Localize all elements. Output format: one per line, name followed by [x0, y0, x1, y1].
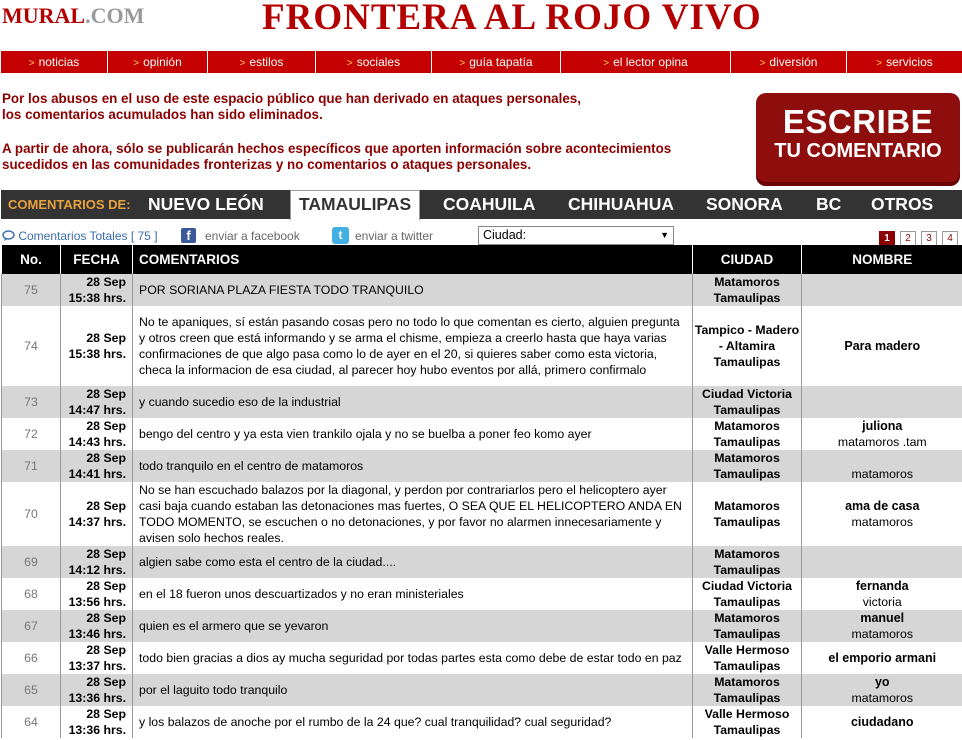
row-number: 75 — [2, 274, 61, 306]
row-city: Ciudad Victoria — [702, 387, 792, 401]
row-name-sub: matamoros — [851, 627, 913, 641]
row-name: ama de casa — [845, 499, 920, 513]
row-city: Matamoros — [714, 451, 780, 465]
comments-table — [1, 245, 962, 738]
logo-suffix: .COM — [85, 3, 145, 28]
logo-brand: MURAL — [2, 3, 86, 28]
row-name-sub: matamoros — [851, 467, 913, 481]
row-state: Tamaulipas — [713, 659, 781, 673]
row-name-cell — [802, 610, 962, 642]
col-ciudad: CIUDAD — [693, 245, 802, 274]
share-facebook-link[interactable]: enviar a facebook — [205, 229, 300, 243]
row-state: Tamaulipas — [713, 563, 781, 577]
row-number: 65 — [2, 674, 61, 706]
row-date-cell — [61, 642, 133, 674]
row-city: Matamoros — [714, 611, 780, 625]
row-state: Tamaulipas — [713, 515, 781, 529]
share-twitter-link[interactable]: enviar a twitter — [355, 229, 434, 243]
facebook-icon[interactable]: f — [181, 228, 196, 243]
row-name — [802, 450, 962, 466]
row-time: 13:36 hrs. — [68, 691, 126, 705]
nav-item-estilos[interactable] — [208, 51, 316, 73]
table-row — [2, 482, 962, 546]
row-city-cell — [693, 610, 802, 642]
row-date-cell — [61, 386, 133, 418]
row-time: 15:38 hrs. — [68, 347, 126, 361]
row-city: Matamoros — [714, 547, 780, 561]
row-city-cell — [693, 546, 802, 578]
table-row — [2, 450, 962, 482]
row-city: Ciudad Victoria — [702, 579, 792, 593]
col-comentarios: COMENTARIOS — [133, 245, 693, 274]
row-city-cell — [693, 274, 802, 306]
row-name-sub: matamoros — [851, 515, 913, 529]
row-city-cell — [693, 642, 802, 674]
row-name: juliona — [862, 419, 903, 433]
speech-bubble-icon — [2, 230, 15, 242]
row-city-cell — [693, 706, 802, 738]
row-name-sub: matamoros .tam — [837, 435, 927, 449]
write-comment-label-1: ESCRIBE — [782, 103, 934, 140]
comment-count-link[interactable]: Comentarios Totales [ 75 ] — [18, 229, 158, 243]
tab-tamaulipas[interactable]: TAMAULIPAS — [290, 190, 420, 220]
row-name-cell — [802, 482, 962, 546]
row-date: 28 Sep — [86, 499, 126, 513]
row-city: Valle Hermoso — [704, 643, 790, 657]
row-date-cell — [61, 578, 133, 610]
row-state: Tamaulipas — [713, 467, 781, 481]
row-name — [802, 394, 962, 410]
tab-otros[interactable]: OTROS — [871, 194, 934, 214]
nav-item-servicios[interactable] — [847, 51, 962, 73]
row-date: 28 Sep — [86, 387, 126, 401]
row-date: 28 Sep — [86, 275, 126, 289]
row-date: 28 Sep — [86, 331, 126, 345]
row-number: 69 — [2, 546, 61, 578]
row-time: 14:43 hrs. — [68, 435, 126, 449]
city-select[interactable] — [478, 226, 674, 245]
city-select-value: Ciudad: — [483, 228, 527, 242]
tab-bc[interactable]: BC — [816, 194, 842, 214]
nav-item-lector-opina[interactable] — [561, 51, 731, 73]
notice-line-1: Por los abusos en el uso de este espacio público que han derivado en ataques personales, — [2, 91, 581, 106]
row-comment: quien es el armero que se yevaron — [133, 610, 693, 642]
row-comment: todo bien gracias a dios ay mucha seguridad por todas partes esta como debe de estar todo en paz — [133, 642, 693, 674]
row-city: Matamoros — [714, 499, 780, 513]
tab-chihuahua[interactable]: CHIHUAHUA — [568, 194, 674, 214]
tab-sonora[interactable]: SONORA — [706, 194, 783, 214]
table-row — [2, 306, 962, 386]
row-name-cell — [802, 274, 962, 306]
page-2[interactable]: 2 — [900, 231, 916, 246]
table-row — [2, 642, 962, 674]
row-comment: No se han escuchado balazos por la diagonal, y perdon por contrariarlos pero el helicoptero ayer casi baja cuando estaban las detonaciones mas fuertes, O SEA QUE EL HELICOPTERO ANDA EN TODO MOMENTO, se escuchen o no detonaciones, y por favor no alarmen innecesariamente y avisen solo hechos reales. — [133, 482, 693, 546]
table-row — [2, 418, 962, 450]
row-state: Tamaulipas — [713, 435, 781, 449]
row-name: Para madero — [844, 339, 921, 353]
row-name — [802, 282, 962, 298]
main-nav — [1, 51, 962, 73]
row-name-cell — [802, 674, 962, 706]
table-row — [2, 674, 962, 706]
row-comment: y los balazos de anoche por el rumbo de la 24 que? cual tranquilidad? cual seguridad? — [133, 706, 693, 738]
nav-label: estilos — [249, 55, 284, 69]
row-date-cell — [61, 450, 133, 482]
row-comment: No te apaniques, sí están pasando cosas pero no todo lo que comentan es cierto, alguien pregunta y otros creen que está informando y se arma el chisme, empieza a creerlo hasta que haya varias confirmaciones de que algo pasa como lo de ayer en el 20, si quieres saber como esta victoria, checa la informacion de esa ciudad, al parecer hoy hubo eventos por allá, primero confirmalo — [133, 306, 693, 386]
row-comment: todo tranquilo en el centro de matamoros — [133, 450, 693, 482]
tab-coahuila[interactable]: COAHUILA — [443, 194, 536, 214]
row-date-cell — [61, 418, 133, 450]
chevron-right-icon: > — [28, 58, 35, 69]
row-state: Tamaulipas — [713, 595, 781, 609]
row-city-cell — [693, 418, 802, 450]
row-city-cell — [693, 306, 802, 386]
site-logo[interactable] — [2, 3, 144, 29]
row-time: 13:37 hrs. — [68, 659, 126, 673]
row-state: Tamaulipas — [713, 403, 781, 417]
row-date-cell — [61, 546, 133, 578]
chevron-right-icon: > — [876, 58, 883, 69]
page-title: FRONTERA AL ROJO VIVO — [262, 0, 762, 38]
chevron-right-icon: > — [346, 58, 353, 69]
nav-label: opinión — [143, 55, 182, 69]
row-name-cell — [802, 546, 962, 578]
write-comment-label-2: TU COMENTARIO — [774, 140, 942, 162]
row-number: 70 — [2, 482, 61, 546]
row-name: el emporio armani — [828, 651, 937, 665]
row-state: Tamaulipas — [713, 291, 781, 305]
nav-item-diversion[interactable] — [731, 51, 847, 73]
row-name-cell — [802, 386, 962, 418]
row-comment: y cuando sucedio eso de la industrial — [133, 386, 693, 418]
row-number: 66 — [2, 642, 61, 674]
table-row — [2, 546, 962, 578]
nav-item-guia-tapatia[interactable] — [432, 51, 561, 73]
row-comment: por el laguito todo tranquilo — [133, 674, 693, 706]
row-date-cell — [61, 610, 133, 642]
row-date: 28 Sep — [86, 419, 126, 433]
nav-label: guía tapatía — [469, 55, 533, 69]
row-date-cell — [61, 706, 133, 738]
row-city: Matamoros — [714, 419, 780, 433]
col-nombre: NOMBRE — [802, 245, 962, 274]
twitter-icon[interactable]: t — [332, 227, 349, 244]
notice-line-2: los comentarios acumulados han sido eliminados. — [2, 107, 323, 122]
row-date: 28 Sep — [86, 451, 126, 465]
comment-count[interactable] — [2, 229, 158, 243]
row-name-cell — [802, 578, 962, 610]
row-name: fernanda — [855, 579, 909, 593]
row-number: 64 — [2, 706, 61, 738]
page-1[interactable]: 1 — [879, 231, 895, 246]
page-3[interactable]: 3 — [921, 231, 937, 246]
row-city: Matamoros — [714, 275, 780, 289]
table-row — [2, 610, 962, 642]
nav-item-sociales[interactable] — [316, 51, 432, 73]
row-time: 14:41 hrs. — [68, 467, 126, 481]
chevron-right-icon: > — [759, 58, 766, 69]
row-state: Tamaulipas — [713, 691, 781, 705]
chevron-right-icon: > — [603, 58, 610, 69]
row-number: 68 — [2, 578, 61, 610]
row-comment: algien sabe como esta el centro de la ciudad.... — [133, 546, 693, 578]
row-comment: bengo del centro y ya esta vien trankilo ojala y no se buelba a poner feo komo ayer — [133, 418, 693, 450]
row-time: 13:56 hrs. — [68, 595, 126, 609]
state-tabs-label: COMENTARIOS DE: — [8, 197, 131, 212]
row-name-sub: victoria — [862, 595, 902, 609]
row-date: 28 Sep — [86, 675, 126, 689]
row-date: 28 Sep — [86, 707, 126, 721]
row-name: ciudadano — [850, 715, 914, 729]
nav-label: noticias — [38, 55, 80, 69]
row-date: 28 Sep — [86, 579, 126, 593]
row-date-cell — [61, 306, 133, 386]
row-date: 28 Sep — [86, 611, 126, 625]
chevron-right-icon: > — [239, 58, 246, 69]
table-row — [2, 386, 962, 418]
tab-nuevo-leon[interactable]: NUEVO LEÓN — [148, 194, 264, 214]
nav-item-noticias[interactable] — [1, 51, 108, 73]
row-time: 15:38 hrs. — [68, 291, 126, 305]
row-name-sub: matamoros — [851, 691, 913, 705]
row-state: Tamaulipas — [713, 627, 781, 641]
row-name-cell — [802, 450, 962, 482]
chevron-right-icon: > — [133, 58, 140, 69]
row-name — [802, 554, 962, 570]
table-row — [2, 578, 962, 610]
nav-label: sociales — [356, 55, 401, 69]
row-date: 28 Sep — [86, 643, 126, 657]
notice-line-3: A partir de ahora, sólo se publicarán hechos específicos que aporten información sobre acontecimientos — [2, 141, 672, 156]
row-name-cell — [802, 306, 962, 386]
row-date-cell — [61, 674, 133, 706]
row-name: yo — [874, 675, 890, 689]
nav-item-opinion[interactable] — [108, 51, 208, 73]
row-time: 14:37 hrs. — [68, 515, 126, 529]
row-time: 13:46 hrs. — [68, 627, 126, 641]
row-number: 67 — [2, 610, 61, 642]
row-city-cell — [693, 386, 802, 418]
state-tabs — [1, 190, 962, 219]
row-name-cell — [802, 642, 962, 674]
row-city: Matamoros — [714, 675, 780, 689]
row-city-cell — [693, 578, 802, 610]
chevron-right-icon: > — [459, 58, 466, 69]
row-city: Tampico - Madero - Altamira — [694, 323, 800, 353]
row-city-cell — [693, 482, 802, 546]
row-comment: POR SORIANA PLAZA FIESTA TODO TRANQUILO — [133, 274, 693, 306]
row-time: 14:12 hrs. — [68, 563, 126, 577]
notice-line-4: sucedidos en las comunidades fronterizas y no comentarios o ataques personales. — [2, 157, 532, 172]
table-row — [2, 706, 962, 738]
row-city-cell — [693, 674, 802, 706]
row-number: 73 — [2, 386, 61, 418]
row-number: 74 — [2, 306, 61, 386]
row-date-cell — [61, 482, 133, 546]
pagination — [879, 231, 958, 246]
row-date-cell — [61, 274, 133, 306]
row-comment: en el 18 fueron unos descuartizados y no eran ministeriales — [133, 578, 693, 610]
row-time: 13:36 hrs. — [68, 723, 126, 737]
page-4[interactable]: 4 — [942, 231, 958, 246]
nav-label: servicios — [886, 55, 933, 69]
row-city: Valle Hermoso — [704, 707, 790, 721]
row-state: Tamaulipas — [713, 355, 781, 369]
write-comment-button[interactable] — [756, 93, 960, 186]
row-name-cell — [802, 418, 962, 450]
row-number: 72 — [2, 418, 61, 450]
col-fecha: FECHA — [61, 245, 133, 274]
row-name-cell — [802, 706, 962, 738]
row-time: 14:47 hrs. — [68, 403, 126, 417]
nav-label: el lector opina — [613, 55, 688, 69]
table-row — [2, 274, 962, 306]
row-number: 71 — [2, 450, 61, 482]
row-city-cell — [693, 450, 802, 482]
row-state: Tamaulipas — [713, 723, 781, 737]
row-name: manuel — [860, 611, 905, 625]
col-no: No. — [2, 245, 61, 274]
chevron-down-icon: ▼ — [660, 230, 669, 240]
nav-label: diversión — [769, 55, 818, 69]
row-date: 28 Sep — [86, 547, 126, 561]
